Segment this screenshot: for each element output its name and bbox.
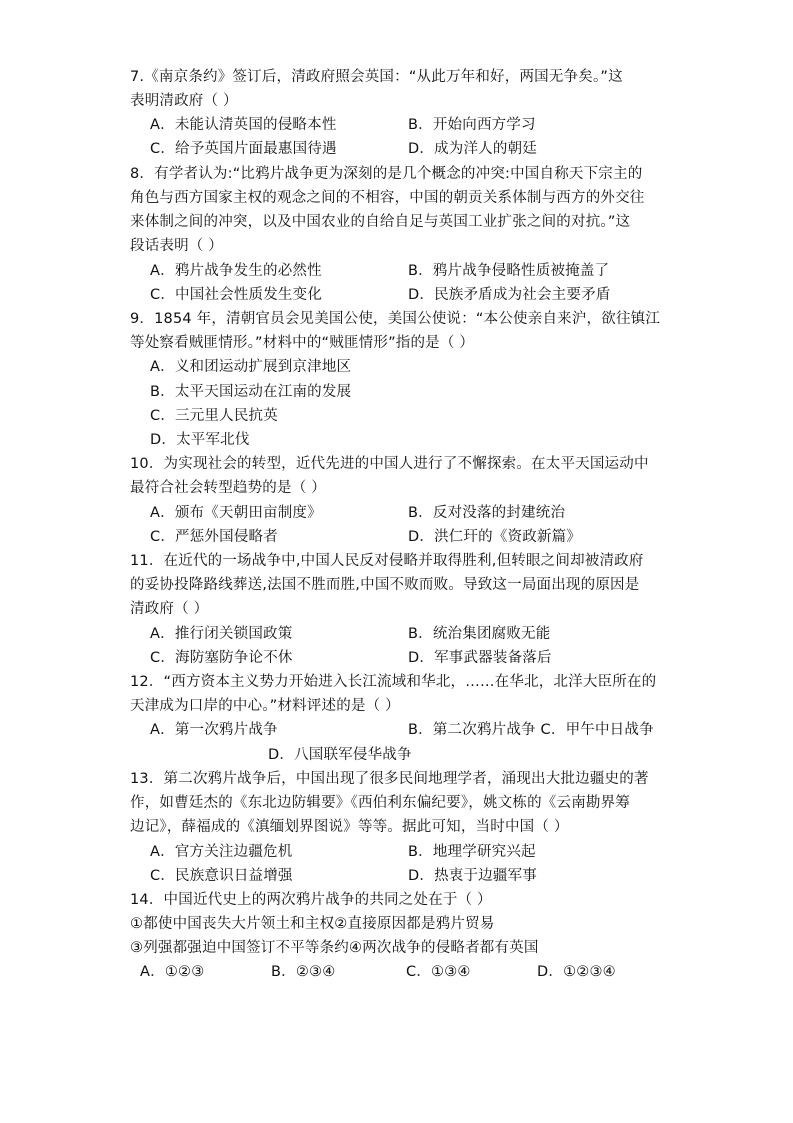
q8-option-b: B．鸦片战争侵略性质被掩盖了 xyxy=(408,263,610,279)
q14-option-d: D．①②③④ xyxy=(537,964,616,980)
q7-option-a: A．未能认清英国的侵略本性 xyxy=(150,117,337,133)
q11-stem-line-3: 清政府（ ） xyxy=(130,601,209,617)
q12-stem-line-2: 天津成为口岸的中心。”材料评述的是（ ） xyxy=(130,698,400,714)
q11-option-c: C．海防塞防争论不休 xyxy=(150,650,293,666)
q9-option-d: D．太平军北伐 xyxy=(150,432,250,448)
q9-option-a: A．义和团运动扩展到京津地区 xyxy=(150,359,352,375)
q7-stem-line-1: 7.《南京条约》签订后，清政府照会英国：“从此万年和好，两国无争矣。”这 xyxy=(130,69,623,85)
q7-option-c: C．给予英国片面最惠国待遇 xyxy=(150,141,337,157)
q14-option-a: A．①②③ xyxy=(140,964,205,980)
q13-option-c: C．民族意识日益增强 xyxy=(150,868,293,884)
q14-stem-line-1: 14．中国近代史上的两次鸦片战争的共同之处在于（ ） xyxy=(130,892,492,908)
q13-stem-line-1: 13．第二次鸦片战争后，中国出现了很多民间地理学者，涌现出大批边疆史的著 xyxy=(130,771,649,787)
q10-stem-line-2: 最符合社会转型趋势的是（ ） xyxy=(130,480,326,496)
q8-stem-line-1: 8．有学者认为:“比鸦片战争更为深刻的是几个概念的冲突:中国自称天下宗主的 xyxy=(130,166,643,182)
q11-stem-line-1: 11．在近代的一场战争中,中国人民反对侵略并取得胜利,但转眼之间却被清政府 xyxy=(130,553,644,569)
q11-option-d: D．军事武器装备落后 xyxy=(408,650,552,666)
q10-option-d: D．洪仁玕的《资政新篇》 xyxy=(408,529,582,545)
q8-stem-line-4: 段话表明（ ） xyxy=(130,238,224,254)
q8-stem-line-3: 来体制之间的冲突，以及中国农业的自给自足与英国工业扩张之间的对抗。”这 xyxy=(130,214,631,230)
q14-stem-line-2: ①都使中国丧失大片领土和主权②直接原因都是鸦片贸易 xyxy=(130,916,495,932)
q12-option-a: A．第一次鸦片战争 xyxy=(150,722,278,738)
q11-option-b: B．统治集团腐败无能 xyxy=(408,626,551,642)
q13-stem-line-3: 边记》，薛福成的《滇缅划界图说》等等。据此可知，当时中国（ ） xyxy=(130,819,569,835)
q10-option-b: B．反对没落的封建统治 xyxy=(408,505,566,521)
q7-stem-line-2: 表明清政府（ ） xyxy=(130,93,238,109)
q12-option-d: D．八国联军侵华战争 xyxy=(268,747,412,763)
q9-option-c: C．三元里人民抗英 xyxy=(150,408,278,424)
q14-stem-line-3: ③列强都强迫中国签订不平等条约④两次战争的侵略者都有英国 xyxy=(130,940,539,956)
q14-option-b: B．②③④ xyxy=(271,964,336,980)
q13-stem-line-2: 作，如曹廷杰的《东北边防辑要》《西伯利东偏纪要》，姚文栋的《云南勘界筹 xyxy=(130,795,630,811)
q12-stem-line-1: 12．“西方资本主义势力开始进入长江流域和华北，……在华北，北洋大臣所在的 xyxy=(130,674,657,690)
q9-option-b: B．太平天国运动在江南的发展 xyxy=(150,384,352,400)
q13-option-d: D．热衷于边疆军事 xyxy=(408,868,537,884)
q9-stem-line-1: 9．1854 年，清朝官员会见美国公使，美国公使说：“本公使亲自来沪，欲往镇江 xyxy=(130,311,661,327)
q8-option-d: D．民族矛盾成为社会主要矛盾 xyxy=(408,287,611,303)
q8-option-c: C．中国社会性质发生变化 xyxy=(150,287,323,303)
q14-option-c: C．①③④ xyxy=(406,964,471,980)
q11-option-a: A．推行闭关锁国政策 xyxy=(150,626,293,642)
q11-stem-line-2: 的妥协投降路线葬送,法国不胜而胜,中国不败而败。导致这一局面出现的原因是 xyxy=(130,577,640,593)
q7-option-b: B．开始向西方学习 xyxy=(408,117,536,133)
q13-option-a: A．官方关注边疆危机 xyxy=(150,844,293,860)
q13-option-b: B．地理学研究兴起 xyxy=(408,844,536,860)
q10-option-c: C．严惩外国侵略者 xyxy=(150,529,278,545)
q12-option-b-c: B．第二次鸦片战争 C．甲午中日战争 xyxy=(408,722,654,738)
q8-option-a: A．鸦片战争发生的必然性 xyxy=(150,263,322,279)
q10-stem-line-1: 10．为实现社会的转型，近代先进的中国人进行了不懈探索。在太平天国运动中 xyxy=(130,456,649,472)
q7-option-d: D．成为洋人的朝廷 xyxy=(408,141,537,157)
q8-stem-line-2: 角色与西方国家主权的观念之间的不相容，中国的朝贡关系体制与西方的外交往 xyxy=(130,190,645,206)
q9-stem-line-2: 等处察看贼匪情形。”材料中的“贼匪情形”指的是（ ） xyxy=(130,335,475,351)
q10-option-a: A．颁布《天朝田亩制度》 xyxy=(150,505,322,521)
